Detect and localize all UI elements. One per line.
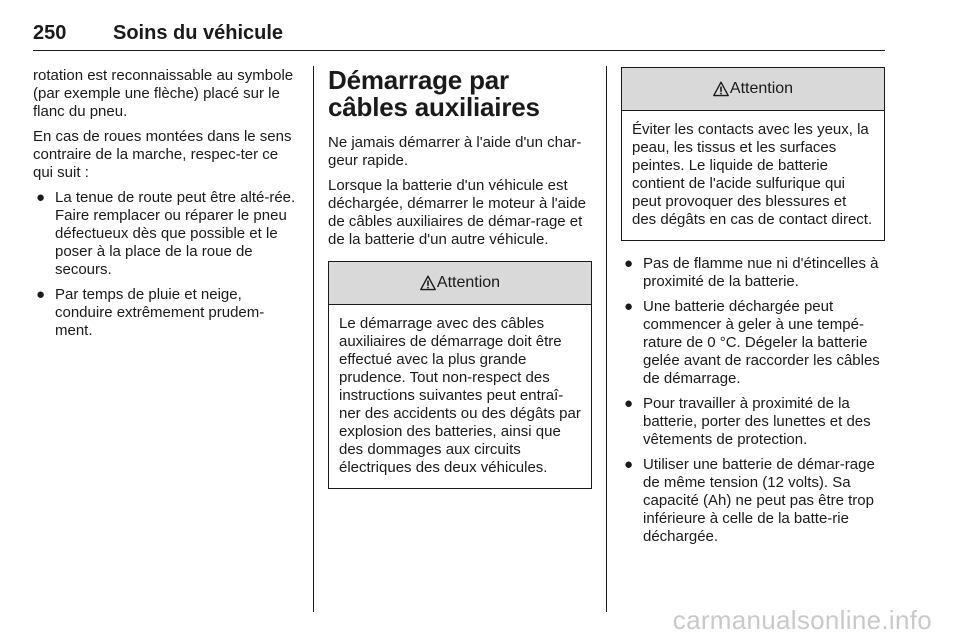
list-item-text: Par temps de pluie et neige, conduire extrêmement prudem-ment. — [55, 286, 265, 339]
bullet-icon: ● — [624, 298, 634, 315]
list-item-text: Utiliser une batterie de démar-rage de même tension (12 volts). Sa capacité (Ah) ne peut pas être trop inférieure à celle de la batte-rie déchargée. — [643, 456, 875, 545]
warning-text: Éviter les contacts avec les yeux, la peau, les tissus et les surfaces peintes. Le liquide de batterie contient de l'acide sulfurique qui peut provoquer des blessures et des dégâts en cas de contact direct. — [632, 121, 873, 228]
warning-header — [329, 262, 591, 305]
page-number: 250 — [33, 22, 67, 44]
warning-title: Attention — [729, 80, 794, 97]
warning-triangle-icon — [420, 275, 436, 291]
bullet-icon: ● — [36, 286, 46, 303]
list-item — [621, 255, 885, 291]
paragraph: Ne jamais démarrer à l'aide d'un char-geur rapide. — [328, 134, 582, 169]
list-item — [33, 286, 298, 340]
watermark: carmanualsonline.info — [672, 605, 932, 635]
list-item-text: Pas de flamme nue ni d'étincelles à proximité de la batterie. — [643, 255, 879, 290]
bullet-icon: ● — [36, 189, 46, 206]
warning-header — [622, 68, 884, 111]
list-item — [621, 456, 885, 546]
warning-box — [621, 67, 885, 241]
column-divider — [313, 66, 314, 612]
warning-box — [328, 261, 592, 489]
bullet-icon: ● — [624, 255, 634, 272]
bullet-list — [621, 255, 885, 546]
paragraph: Lorsque la batterie d'un véhicule est déchargée, démarrer le moteur à l'aide de câbles auxiliaires de démar-rage et de la batterie d'un autre véhicule. — [328, 177, 587, 248]
list-item-text: Une batterie déchargée peut commencer à geler à une tempé-rature de 0 °C. Dégeler la batterie gelée avant de raccorder les câbles de démarrage. — [643, 298, 880, 387]
section-title: Soins du véhicule — [113, 22, 284, 44]
bullet-icon: ● — [624, 456, 634, 473]
list-item-text: La tenue de route peut être alté-rée. Faire remplacer ou réparer le pneu défectueux dès que possible et le poser à la place de la roue de secours. — [55, 189, 296, 278]
list-item — [621, 298, 885, 388]
paragraph: En cas de roues montées dans le sens contraire de la marche, respec-ter ce qui suit : — [33, 128, 292, 181]
left-column — [33, 67, 298, 347]
middle-column — [328, 67, 592, 501]
list-item — [621, 395, 885, 449]
right-column — [621, 67, 885, 553]
paragraph: rotation est reconnaissable au symbole (par exemple une flèche) placé sur le flanc du pneu. — [33, 67, 294, 120]
list-item-text: Pour travailler à proximité de la batterie, porter des lunettes et des vêtements de protection. — [643, 395, 871, 448]
page-header — [33, 20, 885, 51]
bullet-icon: ● — [624, 395, 634, 412]
warning-triangle-icon — [713, 81, 729, 97]
warning-text: Le démarrage avec des câbles auxiliaires de démarrage doit être effectué avec la plus grande prudence. Tout non-respect des instructions suivantes peut entraî-ner des accidents ou des dégâts par explosion des batteries, ainsi que des dommages aux circuits électriques des deux véhicules. — [339, 315, 581, 476]
section-heading: Démarrage par câbles auxiliaires — [328, 65, 540, 122]
list-item — [33, 189, 298, 279]
bullet-list — [33, 189, 298, 340]
warning-title: Attention — [436, 274, 501, 291]
column-divider — [606, 66, 607, 612]
